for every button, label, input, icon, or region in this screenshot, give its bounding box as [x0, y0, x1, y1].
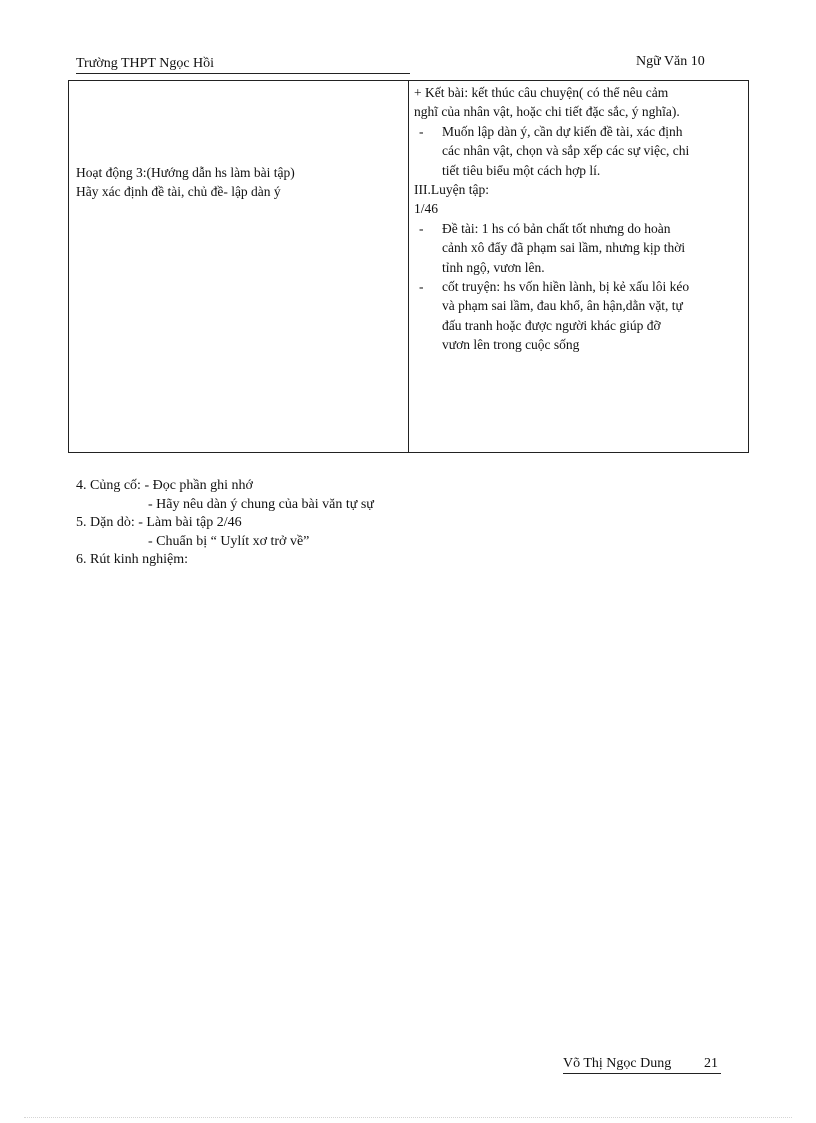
bullet1-line-2: các nhân vật, chọn và sắp xếp các sự việc, chi — [442, 143, 690, 159]
page-number: 21 — [704, 1056, 718, 1071]
bullet-dash: - — [419, 220, 424, 236]
homework-line: 5. Dặn dò: - Làm bài tập 2/46 — [76, 515, 242, 530]
lesson-wrapup — [76, 477, 374, 570]
list-item — [414, 277, 742, 355]
list-item — [414, 122, 742, 180]
page-bottom-dotted-line — [24, 1117, 792, 1118]
bullet-dash: - — [419, 123, 424, 139]
bullet3-line-2: và phạm sai lầm, đau khổ, ân hận,dằn vặt, tự — [442, 298, 683, 314]
content-cell — [414, 83, 742, 355]
bullet3-line-4: vươn lên trong cuộc sống — [442, 337, 580, 353]
bullet1-line-3: tiết tiêu biểu một cách hợp lí. — [442, 162, 601, 178]
bullet3-line-3: đấu tranh hoặc được người khác giúp đỡ — [442, 317, 661, 333]
page-footer — [563, 1056, 721, 1074]
bullet2-line-2: cảnh xô đẩy đã phạm sai lầm, nhưng kịp thời — [442, 240, 686, 256]
bullet2-line-1: Đề tài: 1 hs có bản chất tốt nhưng do hoàn — [442, 220, 671, 236]
homework-sub-line: - Chuẩn bị “ Uylít xơ trở về” — [148, 533, 310, 549]
lesson-table — [68, 80, 749, 453]
table-column-divider — [408, 81, 409, 452]
activity-cell — [76, 163, 401, 201]
school-header: Trường THPT Ngọc Hồi — [76, 56, 410, 74]
subject-header: Ngữ Văn 10 — [636, 54, 705, 69]
bullet-dash: - — [419, 279, 424, 295]
ending-line-1: + Kết bài: kết thúc câu chuyện( có thể nêu cảm — [414, 85, 669, 100]
bullet1-line-1: Muốn lập dàn ý, cần dự kiến đề tài, xác định — [442, 123, 683, 139]
author-name: Võ Thị Ngọc Dung — [563, 1056, 672, 1071]
bullet3-line-1: cốt truyện: hs vốn hiền lành, bị kẻ xấu lôi kéo — [442, 279, 690, 295]
exercise-number: 1/46 — [414, 201, 439, 217]
section-heading: III.Luyện tập: — [414, 182, 489, 198]
activity-title: Hoạt động 3:(Hướng dẫn hs làm bài tập) — [76, 165, 295, 180]
activity-instruction: Hãy xác định đề tài, chủ đề- lập dàn ý — [76, 184, 281, 199]
list-item — [414, 219, 742, 277]
consolidate-line: 4. Củng cố: - Đọc phần ghi nhớ — [76, 478, 253, 493]
ending-line-2: nghĩ của nhân vật, hoặc chi tiết đặc sắc, ý nghĩa). — [414, 104, 680, 120]
bullet2-line-3: tỉnh ngộ, vươn lên. — [442, 259, 545, 275]
experience-line: 6. Rút kinh nghiệm: — [76, 552, 188, 567]
consolidate-sub-line: - Hãy nêu dàn ý chung của bài văn tự sự — [148, 496, 374, 512]
